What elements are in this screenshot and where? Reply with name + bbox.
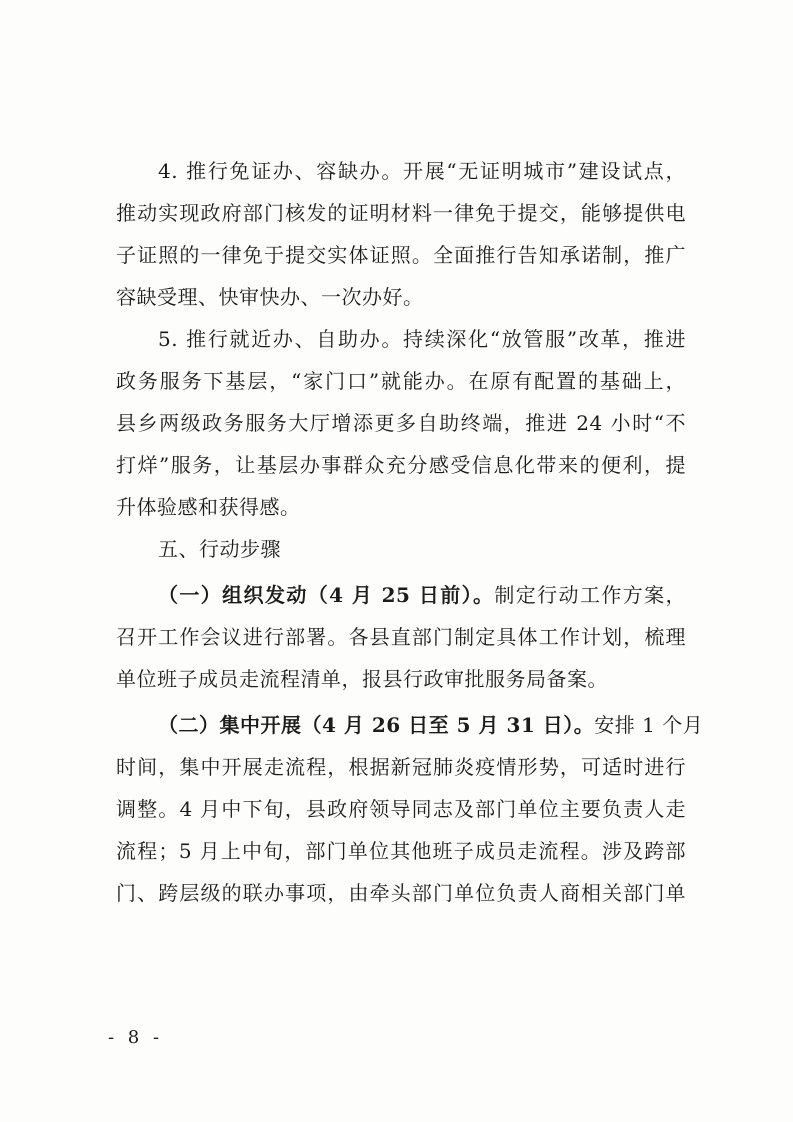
step-2-bold-lead: （二）集中开展（4 月 26 日至 5 月 31 日）。 [158, 713, 595, 737]
step-2-line-4: 流程；5 月上中旬，部门单位其他班子成员走流程。涉及跨部 [116, 839, 686, 863]
paragraph-5-line-2: 政务服务下基层，“家门口”就能办。在原有配置的基础上， [116, 369, 686, 393]
paragraph-5-line-5: 升体验感和获得感。 [116, 495, 301, 519]
step-2-line-2: 时间，集中开展走流程，根据新冠肺炎疫情形势，可适时进行 [116, 755, 686, 779]
step-1-line-1-text: 制定行动工作方案， [494, 583, 687, 607]
page-number: - 8 - [108, 1027, 164, 1048]
paragraph-5-line-1: 5. 推行就近办、自助办。持续深化“放管服”改革，推进 [158, 327, 686, 351]
paragraph-4-line-2: 推动实现政府部门核发的证明材料一律免于提交，能够提供电 [116, 201, 686, 225]
step-1-line-2: 召开工作会议进行部署。各县直部门制定具体工作计划，梳理 [116, 625, 686, 649]
step-1-line-1 [158, 582, 686, 608]
paragraph-5-line-4: 打烊”服务，让基层办事群众充分感受信息化带来的便利，提 [116, 453, 686, 477]
paragraph-4-line-1: 4. 推行免证办、容缺办。开展“无证明城市”建设试点， [158, 159, 686, 183]
step-1-bold-lead: （一）组织发动（4 月 25 日前）。 [158, 583, 495, 607]
step-2-line-3: 调整。4 月中下旬，县政府领导同志及部门单位主要负责人走 [116, 797, 686, 821]
paragraph-5-line-3: 县乡两级政务服务大厅增添更多自助终端，推进 24 小时“不 [116, 411, 686, 435]
paragraph-4-line-3: 子证照的一律免于提交实体证照。全面推行告知承诺制，推广 [116, 243, 686, 267]
step-2-line-1 [158, 712, 704, 738]
step-1-line-3: 单位班子成员走流程清单，报县行政审批服务局备案。 [116, 667, 608, 691]
step-2-line-1-text: 安排 1 个月 [594, 713, 704, 737]
step-2-line-5: 门、跨层级的联办事项，由牵头部门单位负责人商相关部门单 [116, 881, 686, 905]
paragraph-4-line-4: 容缺受理、快审快办、一次办好。 [116, 285, 424, 309]
section-heading-action-steps: 五、行动步骤 [158, 537, 281, 561]
